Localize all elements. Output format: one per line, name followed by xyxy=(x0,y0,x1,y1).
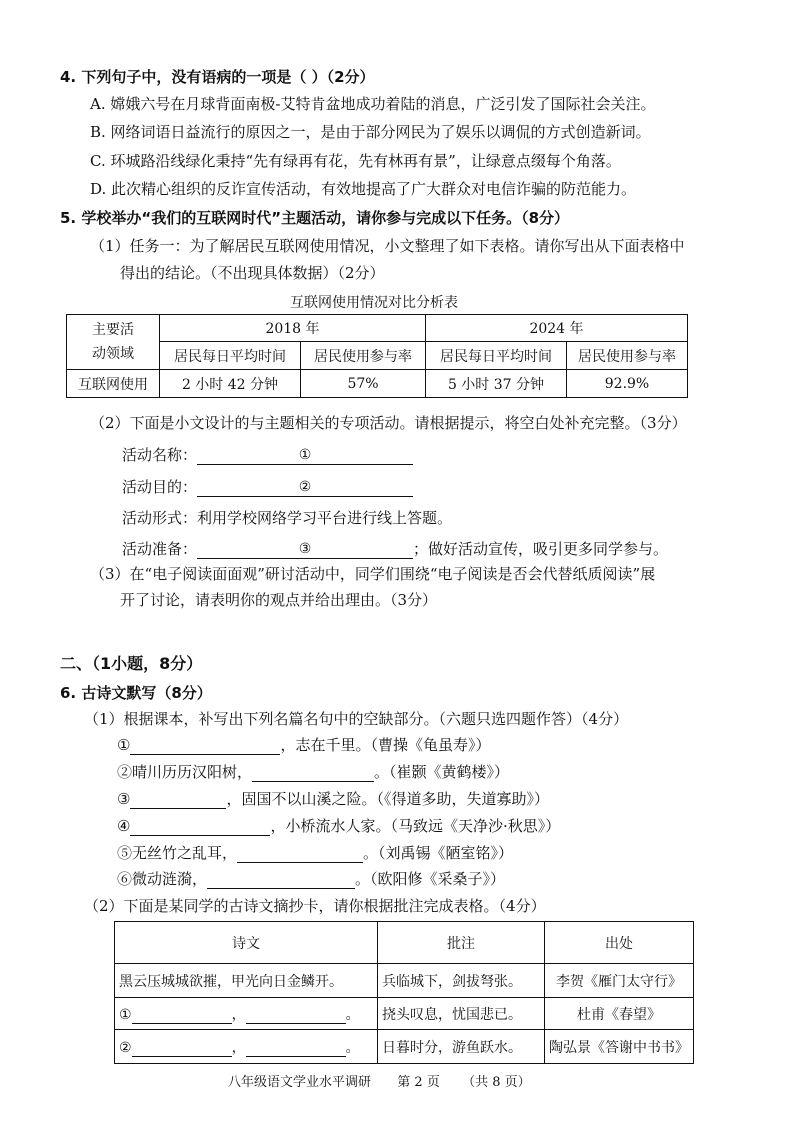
activity-prep-tail: ；做好活动宣传，吸引更多同学参与。 xyxy=(413,540,669,558)
table-col-time-2024: 居民每日平均时间 xyxy=(426,342,567,370)
poem-blank-4[interactable] xyxy=(130,819,270,836)
poem-card-table xyxy=(114,921,694,1064)
poem-line-1: ① ，志在千里。（曹操《龟虽寿》） xyxy=(117,736,491,754)
table-2024-time: 5 小时 37 分钟 xyxy=(426,370,567,398)
card-r3-blank-a[interactable] xyxy=(132,1040,232,1057)
poem-line-4: ④ ，小桥流水人家。（马致远《天净沙·秋思》） xyxy=(117,817,561,835)
table-col-rate-2018: 居民使用参与率 xyxy=(301,342,426,370)
footer-total: （共 8 页） xyxy=(462,1075,531,1090)
activity-prep-blank[interactable]: ③ xyxy=(197,542,413,559)
card-r1-note: 兵临城下，剑拔弩张。 xyxy=(378,964,545,998)
poem-line-2: ②晴川历历汉阳树， 。（崔颢《黄鹤楼》） xyxy=(117,763,510,781)
activity-name-blank[interactable]: ① xyxy=(197,448,413,465)
table-row-label: 互联网使用 xyxy=(67,370,160,398)
table-2018-time: 2 小时 42 分钟 xyxy=(160,370,301,398)
poem-line-3: ③ ，固国不以山溪之险。（《得道多助，失道寡助》） xyxy=(117,790,549,808)
card-header-note: 批注 xyxy=(378,922,545,964)
q5-task1-line1: （1）任务一：为了解居民互联网使用情况，小文整理了如下表格。请你写出从下面表格中 xyxy=(90,237,685,255)
internet-usage-table xyxy=(66,314,688,398)
q5-task1-line2: 得出的结论。（不出现具体数据）（2分） xyxy=(120,264,385,282)
poem-blank-2[interactable] xyxy=(252,765,374,782)
page-footer xyxy=(228,1071,531,1090)
q5-stem: 5. 学校举办“我们的互联网时代”主题活动，请你参与完成以下任务。（8分） xyxy=(60,209,570,227)
activity-prep-label: 活动准备： xyxy=(122,540,198,558)
card-r2-note: 挠头叹息，忧国悲已。 xyxy=(378,998,545,1030)
poem-blank-3[interactable] xyxy=(130,792,226,809)
table-year-2024: 2024 年 xyxy=(426,315,688,342)
card-r1-poem: 黑云压城城欲摧，甲光向日金鳞开。 xyxy=(115,964,378,998)
activity-goal-label: 活动目的： xyxy=(122,478,198,496)
poem-blank-6[interactable] xyxy=(207,872,355,889)
q5-task2: （2）下面是小文设计的与主题相关的专项活动。请根据提示，将空白处补充完整。（3分） xyxy=(90,414,687,432)
q4-option-a: A. 嫦娥六号在月球背面南极-艾特肯盆地成功着陆的消息，广泛引发了国际社会关注。 xyxy=(90,95,656,113)
activity-goal-blank[interactable]: ② xyxy=(197,480,413,497)
card-r3-note: 日暮时分，游鱼跃水。 xyxy=(378,1030,545,1064)
activity-form: 活动形式：利用学校网络学习平台进行线上答题。 xyxy=(122,509,453,527)
activity-name-label: 活动名称： xyxy=(122,446,198,464)
table-corner: 主要活 动领域 xyxy=(67,315,160,370)
card-r3-source: 陶弘景《答谢中书书》 xyxy=(545,1030,694,1064)
footer-title: 八年级语文学业水平调研 xyxy=(228,1075,372,1090)
poem-line-5: ⑤无丝竹之乱耳， 。（刘禹锡《陋室铭》） xyxy=(117,844,514,862)
table-col-time-2018: 居民每日平均时间 xyxy=(160,342,301,370)
card-header-poem: 诗文 xyxy=(115,922,378,964)
poem-blank-1[interactable] xyxy=(130,738,280,755)
card-r3-blank-b[interactable] xyxy=(246,1040,346,1057)
q4-option-b: B. 网络词语日益流行的原因之一，是由于部分网民为了娱乐以调侃的方式创造新词。 xyxy=(90,123,651,141)
poem-blank-5[interactable] xyxy=(237,846,363,863)
table-title: 互联网使用情况对比分析表 xyxy=(290,295,458,311)
card-r2-blank-b[interactable] xyxy=(246,1007,346,1024)
section-2-title: 二、（1小题，8分） xyxy=(60,654,203,673)
card-r2-blank-a[interactable] xyxy=(132,1007,232,1024)
q4-stem: 4. 下列句子中，没有语病的一项是（ ）（2分） xyxy=(60,68,375,86)
table-2024-rate: 92.9% xyxy=(567,370,688,398)
footer-page: 第 2 页 xyxy=(397,1075,440,1090)
card-header-source: 出处 xyxy=(545,922,694,964)
q4-option-c: C. 环城路沿线绿化秉持“先有绿再有花，先有林再有景”，让绿意点缀每个角落。 xyxy=(90,152,621,170)
table-year-2018: 2018 年 xyxy=(160,315,426,342)
q6-stem: 6. 古诗文默写（8分） xyxy=(60,684,212,702)
table-2018-rate: 57% xyxy=(301,370,426,398)
poem-line-6: ⑥微动涟漪， 。（欧阳修《采桑子》） xyxy=(117,870,506,888)
q6-part2: （2）下面是某同学的古诗文摘抄卡，请你根据批注完成表格。（4分） xyxy=(84,897,546,915)
card-r2-poem: ① ， 。 xyxy=(115,998,378,1030)
activity-prep-row xyxy=(122,538,668,559)
table-col-rate-2024: 居民使用参与率 xyxy=(567,342,688,370)
q4-option-d: D. 此次精心组织的反诈宣传活动，有效地提高了广大群众对电信诈骗的防范能力。 xyxy=(90,180,637,198)
q6-part1: （1）根据课本，补写出下列名篇名句中的空缺部分。（六题只选四题作答）（4分） xyxy=(84,710,629,728)
q5-task3-line1: （3）在“电子阅读面面观”研讨活动中，同学们围绕“电子阅读是否会代替纸质阅读”展 xyxy=(90,565,656,583)
card-r1-source: 李贺《雁门太守行》 xyxy=(545,964,694,998)
q5-task3-line2: 开了讨论，请表明你的观点并给出理由。（3分） xyxy=(120,591,438,609)
activity-name-row xyxy=(122,444,413,465)
activity-goal-row xyxy=(122,476,413,497)
card-r2-source: 杜甫《春望》 xyxy=(545,998,694,1030)
card-r3-poem: ② ， 。 xyxy=(115,1030,378,1064)
